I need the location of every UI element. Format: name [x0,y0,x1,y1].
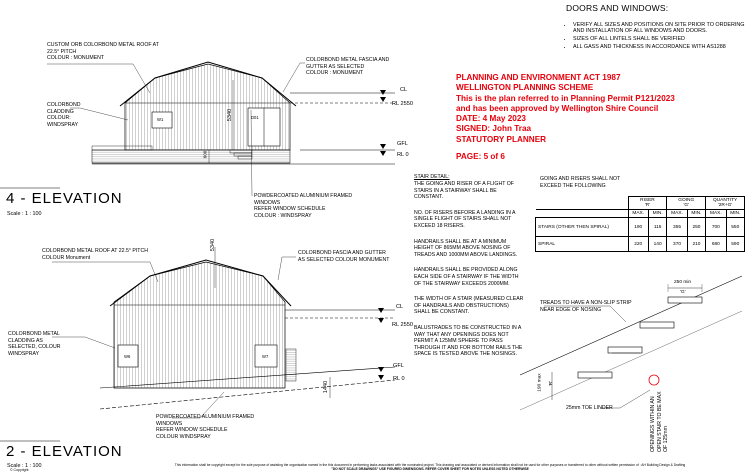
table-subheader: MAX. [628,210,648,218]
table-cell: 355 [667,218,687,237]
row-label: SPIRAL [536,237,629,252]
table-subheader: MIN. [726,210,744,218]
elev4-floor-dim: 600 [202,150,208,159]
table-group-header: QUANTITY '2R+G' [706,197,745,210]
elev4-title: 4 - ELEVATION [6,190,123,207]
elev4-gfl-mark: GFL [397,141,408,147]
elev2-rl-cl: RL 2550 [392,322,413,328]
table-cell: 220 [628,237,648,252]
stair-note: BALUSTRADES TO BE CONSTRUCTED IN A WAY THAT ANY OPENINGS DOES NOT PERMIT A 125MM SPHERE TO PASS THROUGH IT AND FOR BOTTOM RAILS THE SPACE IS TESTED ABOVE THE NOSINGS. [414,324,523,358]
table-cell: 190 [628,218,648,237]
stair-note: HANDRAILS SHALL BE PROVIDED ALONG EACH SIDE OF A STAIRWAY IF THE WIDTH OF THE STAIRWAY EXCEEDS 2000MM. [414,267,519,287]
planning-approval-stamp: PLANNING AND ENVIRONMENT ACT 1987 WELLINGTON PLANNING SCHEME This is the plan referred to in Planning Permit P121/2023 and has been approved by Wellington Shire Council DATE: 4 May 2023 SIGNED: John Traa STATUTORY PLANNER [456,73,675,144]
going-mark: 'G' [680,290,686,295]
elev4-window-tag-a: W1 [157,117,164,122]
footer-scale-warning: "DO NOT SCALE DRAWINGS" USE FIGURED DIMENSIONS. REFER COVER SHEET FOR NOTES UNLESS NOTED OTHERWISE [331,467,529,471]
table-row [536,218,745,237]
table-cell: 700 [706,218,726,237]
table-subheader: MAX. [667,210,687,218]
stair-detail-title: STAIR DETAIL: [414,174,450,180]
elev2-floor-dim: 1440 [323,380,330,394]
toe-note: 25mm TOE LINDER [566,405,613,411]
elev2-roof-note: COLORBOND METAL ROOF AT 22.5° PITCH COLOUR Monument [42,248,148,261]
stair-note: THE WIDTH OF A STAIR (MEASURED CLEAR OF HANDRAILS AND OBSTRUCTIONS) SHALL BE CONSTANT. [414,296,524,316]
elev2-gfl-mark: GFL [393,363,404,369]
doors-windows-item: • VERIFY ALL SIZES AND POSITIONS ON SITE PRIOR TO ORDERING AND INSTALLATION OF ALL WINDOWS AND DOORS. [573,22,750,35]
elev4-scale: Scale : 1 : 100 [7,211,42,217]
going-dim: 250 min [674,280,692,285]
table-group-header: GOING 'G' [667,197,706,210]
table-subheader: MAX. [706,210,726,218]
elev2-window-note: POWDERCOATED ALUMINIUM FRAMED WINDOWS REFER WINDOW SCHEDULE COLOUR WINDSPRAY [156,414,255,440]
elev4-roof-note: CUSTOM ORB COLORBOND METAL ROOF AT 22.5° PITCH COLOUR : MONUMENT [47,42,159,62]
table-cell: 140 [648,237,666,252]
riser-dim: 190 max [537,373,543,392]
stair-diagram [520,276,742,410]
elev4-height-dim: 5340 [227,108,234,122]
table-cell: 370 [667,237,687,252]
table-cell: 550 [726,218,744,237]
table-cell: 250 [687,218,705,237]
elev2-height-dim: 5340 [210,238,217,252]
elev4-window-note: POWDERCOATED ALUMINIUM FRAMED WINDOWS REFER WINDOW SCHEDULE COLOUR : WINDSPRAY [254,193,353,219]
stair-detail-notes [414,181,526,358]
row-label: STAIRS (OTHER THEN SPIRAL) [536,218,629,237]
doors-windows-list [563,22,750,52]
stair-note: THE GOING AND RISER OF A FLIGHT OF STAIRS IN A STAIRWAY SHALL BE CONSTANT. [414,181,514,201]
table-group-header: RISER 'R' [628,197,667,210]
going-table-caption: GOING AND RISERS SHALL NOT EXCEED THE FOLLOWING [540,176,621,189]
treads-note: TREADS TO HAVE A NON-SLIP STRIP NEAR EDGE OF NOSING [540,300,632,313]
table-cell: 590 [726,237,744,252]
going-risers-table [535,196,745,252]
table-cell: 115 [648,218,666,237]
elev2-scale: Scale : 1 : 100 [7,463,42,469]
elev4-cl-mark: CL [400,87,408,93]
table-cell: 210 [687,237,705,252]
elevation-2-building [110,260,296,388]
page-number: PAGE: 5 of 6 [456,152,505,161]
table-cell: 680 [706,237,726,252]
stair-note: HANDRAILS SHALL BE AT A MINIMUM HEIGHT OF 865MM ABOVE NOSING OF TREADS AND 1000MM ABOVE LANDINGS. [414,238,518,258]
footer-copyright: © Copyright [10,468,29,472]
elev2-fascia-note: COLORBOND FASCIA AND GUTTER AS SELECTED COLOUR MONUMENT [298,250,390,263]
doors-windows-item: • ALL GASS AND THICKNESS IN ACCORDANCE WITH AS1288 [573,44,750,50]
riser-mark: 'R' [549,380,555,387]
doors-windows-title: DOORS AND WINDOWS: [566,3,669,13]
elev2-cladding-note: COLORBOND METAL CLADDING AS SELECTED, COLOUR WINDSPRAY [8,331,61,357]
elev2-cl-mark: CL [396,304,404,310]
elev2-window-tag-b: W7 [262,354,269,359]
table-corner [536,197,629,210]
openings-note: OPENINGS WITHIN AN OPEN STAIR TO BE MAX OF 125mm [650,391,670,452]
elev2-window-tag-a: W6 [124,354,131,359]
elev4-window-tag-b: D01 [251,115,259,120]
elev4-rl-cl: RL 2550 [392,101,413,107]
elev2-rl-gfl: RL 0 [393,376,405,382]
table-subheader: MIN. [687,210,705,218]
table-subheader: MIN. [648,210,666,218]
doors-windows-item: • SIZES OF ALL LINTELS SHALL BE VERIFIED [573,36,750,42]
table-row [536,237,745,252]
elev4-rl-gfl: RL 0 [397,152,409,158]
elev4-cladding-note: COLORBOND CLADDING COLOUR: WINDSPRAY [47,102,81,128]
footer-copyright-notice: This information shall be copyright except for the sole purpose of assisting the organisation named in the this document in performing tasks associated with the nominated project. This drawing and associated or derived information shall not be used for other purposes or transferred to other without written permission of : AH Building Design & Drafting [174,463,686,467]
stair-note: NO. OF RISERS BEFORE A LANDING IN A SINGLE FLIGHT OF STAIRS SHALL NOT EXCEED 18 RISERS. [414,209,516,229]
elev2-title: 2 - ELEVATION [6,443,123,460]
table-corner [536,210,629,218]
elev4-fascia-note: COLORBOND METAL FASCIA AND GUTTER AS SELECTED COLOUR : MONUMENT [306,57,390,77]
elevation-4-building [92,62,300,163]
